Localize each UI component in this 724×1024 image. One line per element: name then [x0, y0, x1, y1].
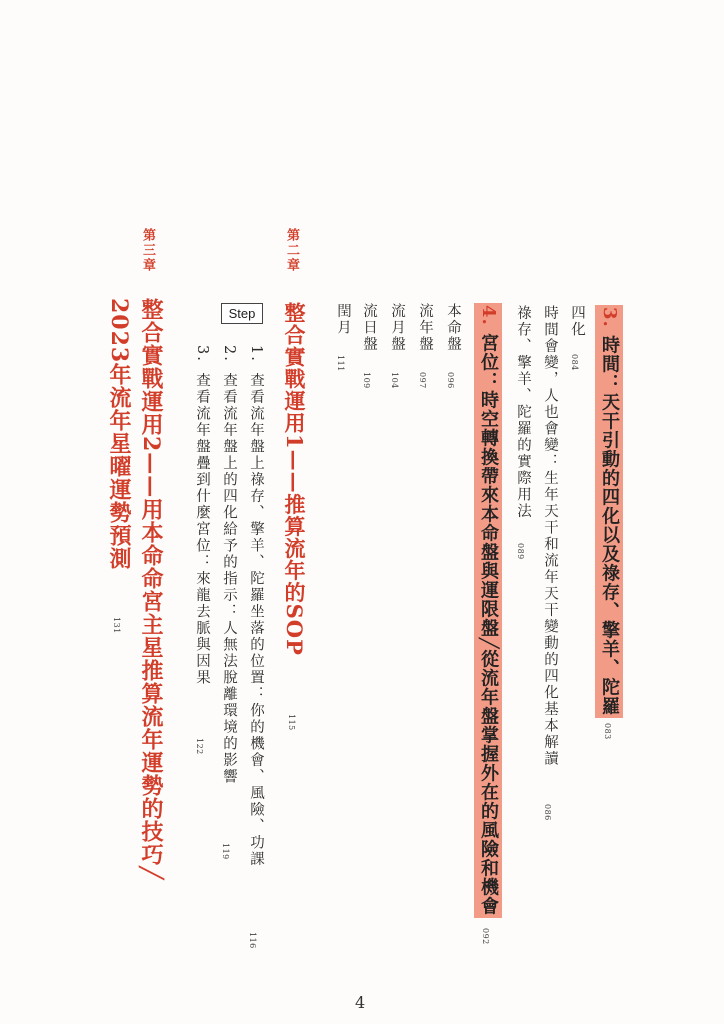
step-1-number: 1. [248, 345, 264, 363]
step-2-page: 119 [221, 843, 230, 860]
section-4-item-2-page: 097 [418, 372, 427, 389]
section-4-title: 宮位：時空轉換帶來本命盤與運限盤╱從流年盤掌握外在的風險和機會 [478, 333, 499, 916]
step-2-text: 查看流年盤上的四化給予的指示：人無法脫離環境的影響 [221, 372, 237, 786]
step-1-text: 查看流年盤上祿存、擎羊、陀羅坐落的位置：你的機會、風險、功課 [248, 372, 264, 868]
page-number: 4 [355, 993, 366, 1012]
section-4-item-2: 流年盤 [417, 303, 433, 353]
section-3-item-1: 四化 [569, 305, 585, 338]
step-label-box: Step [221, 303, 263, 324]
step-1-page: 116 [248, 932, 257, 949]
section-4-item-1-page: 096 [446, 372, 455, 389]
step-2-number: 2. [221, 345, 237, 363]
section-3-number: 3. [599, 307, 620, 328]
step-3 [192, 345, 213, 686]
step-3-text: 查看流年盤疊到什麼宮位：來龍去脈與因果 [194, 372, 210, 687]
section-3-item-1-page: 084 [570, 354, 579, 371]
section-4-item-1: 本命盤 [445, 303, 461, 353]
section-3-item-3-page: 089 [516, 543, 525, 560]
chapter-3-label: 第三章 [140, 228, 155, 273]
section-4-item-5-page: 111 [336, 355, 345, 372]
section-4-number: 4. [478, 305, 499, 326]
chapter-3-title-line-2: 2023年流年星曜運勢預測 [106, 298, 132, 571]
chapter-3-title-line-1: 整合實戰運用2——用本命命宮主星推算流年運勢的技巧╱ [138, 298, 164, 881]
section-3-item-2-page: 086 [543, 804, 552, 821]
section-3-page: 083 [603, 723, 612, 740]
section-4-item-5: 閏月 [335, 303, 351, 336]
section-4-item-4-page: 109 [362, 372, 371, 389]
step-3-number: 3. [194, 345, 210, 363]
section-3-item-3: 祿存、擎羊、陀羅的實際用法 [515, 305, 531, 520]
section-4-item-3-page: 104 [390, 372, 399, 389]
section-4-item-3: 流月盤 [389, 303, 405, 353]
step-3-page: 122 [195, 738, 204, 755]
chapter-2-label: 第二章 [284, 228, 299, 273]
section-3-heading [595, 305, 623, 718]
chapter-3-page: 131 [112, 617, 121, 634]
chapter-2-page: 115 [287, 714, 296, 731]
section-4-page: 092 [481, 928, 490, 945]
section-3-item-2: 時間會變，人也會變：生年天干和流年天干變動的四化基本解讀 [542, 305, 558, 767]
section-4-item-4: 流日盤 [361, 303, 377, 353]
section-3-title: 時間：天干引動的四化以及祿存、擎羊、陀羅 [599, 335, 620, 716]
step-2 [219, 345, 240, 785]
section-4-heading [474, 303, 502, 918]
step-1 [246, 345, 267, 868]
chapter-2-title: 整合實戰運用1——推算流年的SOP [282, 302, 307, 656]
